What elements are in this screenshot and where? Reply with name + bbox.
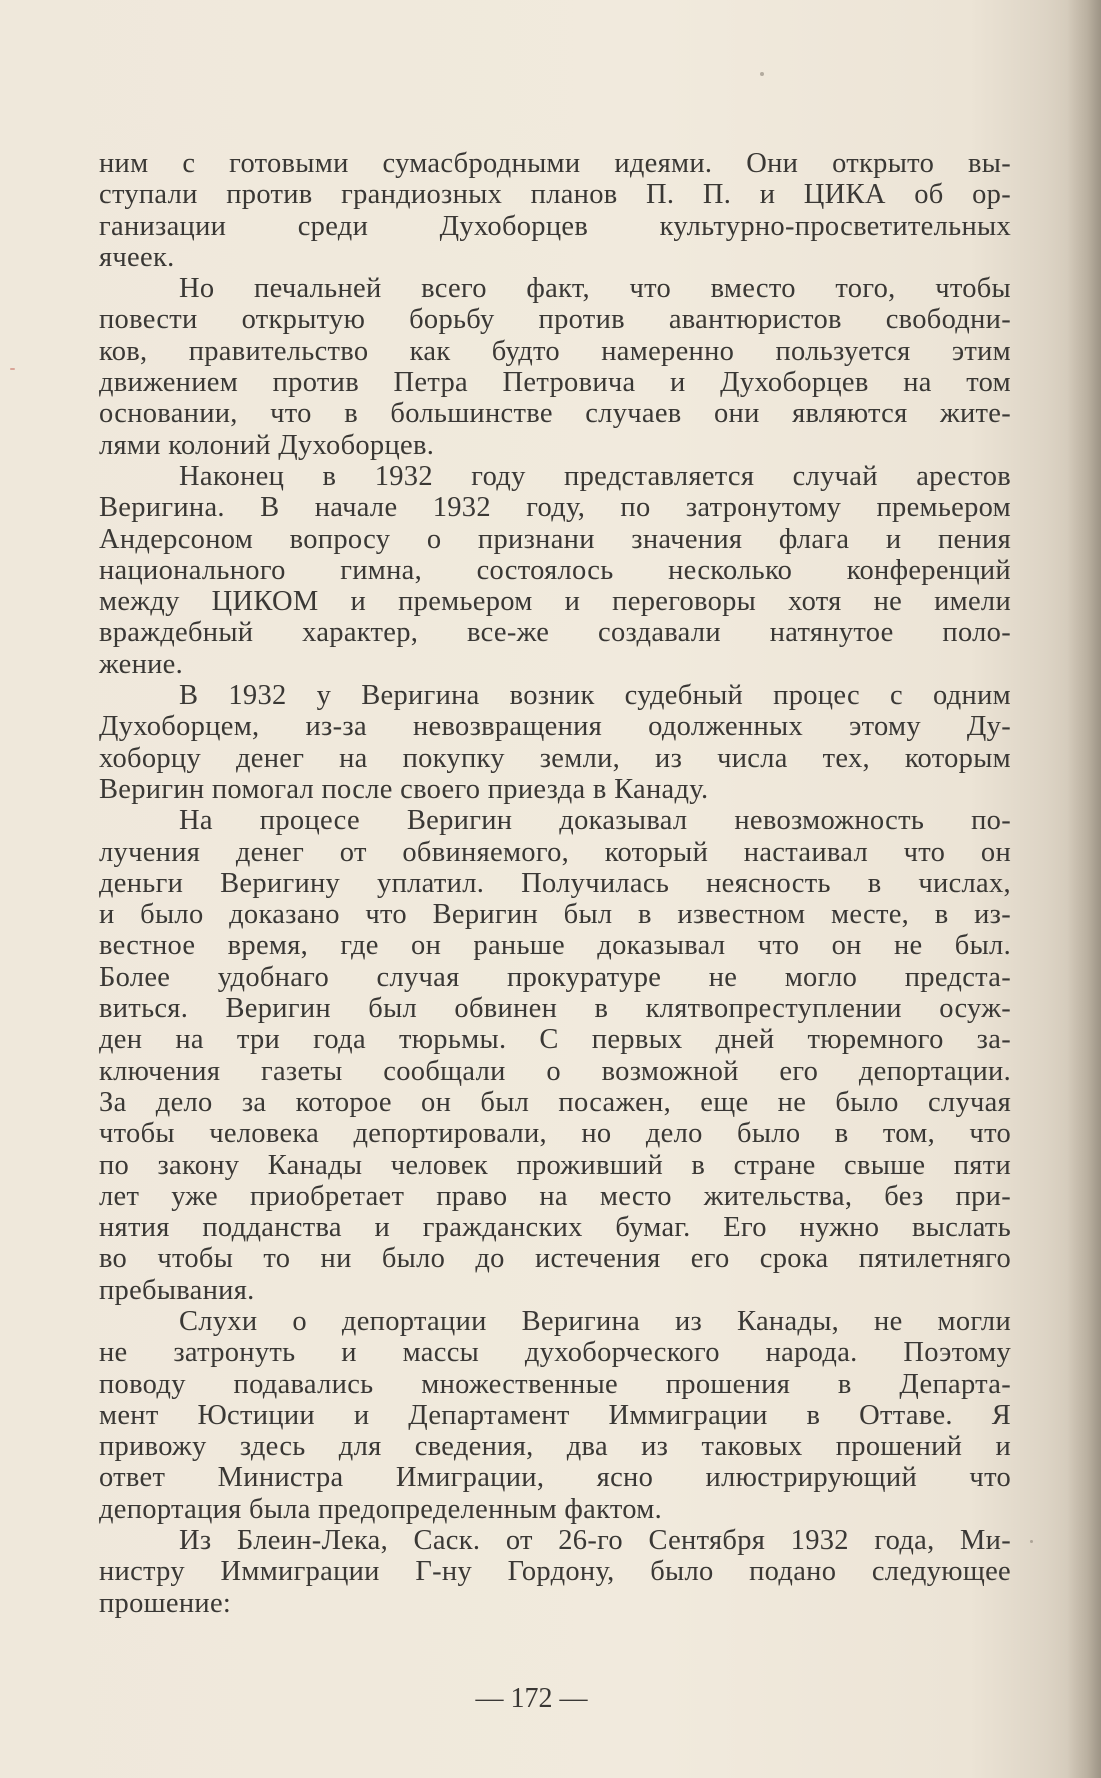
- text-line: ячеек.: [99, 241, 175, 273]
- text-line: во чтобы то ни было до истечения его срока пятилетняго: [99, 1243, 1011, 1275]
- text-line: хоборцу денег на покупку земли, из числа тех, которым: [99, 742, 1011, 774]
- text-line: нистру Иммиграции Г-ну Гордону, было подано следующее: [99, 1556, 1011, 1588]
- text-line: национального гимна, состоялось несколько конференций: [99, 554, 1011, 586]
- paragraph: [99, 1525, 1011, 1619]
- text-line: Наконец в 1932 году представляется случай арестов: [179, 460, 1011, 492]
- text-line: повести открытую борьбу против авантюристов свободни-: [99, 304, 1011, 336]
- text-line: чтобы человека депортировали, но дело было в том, что: [99, 1118, 1011, 1150]
- text-line: основании, что в большинстве случаев они являются жите-: [99, 398, 1011, 430]
- text-line: лет уже приобретает право на место жительства, без при-: [99, 1180, 1011, 1212]
- text-line: ков, правительство как будто намеренно пользуется этим: [99, 335, 1011, 367]
- paragraph: [99, 1306, 1011, 1525]
- paper-speck: [760, 72, 764, 76]
- text-line: депортация была предопределенным фактом.: [99, 1493, 663, 1525]
- text-line: не затронуть и массы духоборческого народа. Поэтому: [99, 1337, 1011, 1369]
- text-line: ден на три года тюрьмы. С первых дней тюремного за-: [99, 1024, 1011, 1056]
- text-line: ним с готовыми сумасбродными идеями. Они открыто вы-: [99, 148, 1011, 179]
- text-line: Слухи о депортации Веригина из Канады, не могли: [179, 1305, 1011, 1337]
- text-line: пребывания.: [99, 1274, 255, 1306]
- text-line: Веригин помогал после своего приезда в Канаду.: [99, 773, 709, 805]
- paragraph: [99, 461, 1011, 680]
- binding-shadow: [1067, 0, 1101, 1778]
- text-line: лями колоний Духоборцев.: [99, 429, 435, 461]
- text-line: ответ Министра Имиграции, ясно илюстрирующий что: [99, 1462, 1011, 1494]
- text-line: по закону Канады человек проживший в стране свыше пяти: [99, 1149, 1011, 1181]
- paragraph: [99, 273, 1011, 461]
- page-number-label: — 172 —: [475, 1683, 588, 1714]
- text-line: прошение:: [99, 1587, 232, 1619]
- text-line: жение.: [99, 648, 184, 680]
- page-body-text: [99, 148, 1011, 1619]
- text-line: Но печальней всего факт, что вместо того, чтобы: [179, 273, 1011, 305]
- text-line: враждебный характер, все-же создавали натянутое поло-: [99, 617, 1011, 649]
- paragraph: [99, 680, 1011, 805]
- text-line: и было доказано что Веригин был в известном месте, в из-: [99, 899, 1011, 931]
- text-line: На процесе Веригин доказывал невозможность по-: [179, 805, 1011, 837]
- text-line: ключения газеты сообщали о возможной его депортации.: [99, 1055, 1011, 1087]
- text-line: За дело за которое он был посажен, еще не было случая: [99, 1086, 1011, 1118]
- text-line: ступали против грандиозных планов П. П. и ЦИКА об ор-: [99, 179, 1011, 211]
- paragraph: [99, 148, 1011, 273]
- text-line: Андерсоном вопросу о признани значения флага и пения: [99, 523, 1011, 555]
- text-line: движением против Петра Петровича и Духоборцев на том: [99, 367, 1011, 399]
- text-line: Более удобнаго случая прокуратуре не могло предста-: [99, 961, 1011, 993]
- text-line: Веригина. В начале 1932 году, по затронутому премьером: [99, 492, 1011, 524]
- text-line: виться. Веригин был обвинен в клятвопреступлении осуж-: [99, 993, 1011, 1025]
- text-line: В 1932 у Веригина возник судебный процес с одним: [179, 680, 1011, 712]
- text-line: мент Юстиции и Департамент Иммиграции в Оттаве. Я: [99, 1399, 1011, 1431]
- text-line: Духоборцем, из-за невозвращения одолженных этому Ду-: [99, 711, 1011, 743]
- text-line: поводу подавались множественные прошения в Департа-: [99, 1368, 1011, 1400]
- text-line: между ЦИКОМ и премьером и переговоры хотя не имели: [99, 586, 1011, 618]
- paper-speck: [1030, 1540, 1033, 1543]
- text-line: лучения денег от обвиняемого, который настаивал что он: [99, 836, 1011, 868]
- text-line: Из Блеин-Лека, Саск. от 26-го Сентября 1932 года, Ми-: [179, 1525, 1011, 1557]
- text-line: привожу здесь для сведения, два из таковых прошений и: [99, 1431, 1011, 1463]
- paper-mark: [10, 368, 15, 370]
- text-line: деньги Веригину уплатил. Получилась неясность в числах,: [99, 867, 1011, 899]
- text-line: вестное время, где он раньше доказывал что он не был.: [99, 930, 1011, 962]
- paragraph: [99, 805, 1011, 1306]
- page-number: [0, 1683, 1101, 1715]
- text-line: нятия подданства и гражданских бумаг. Его нужно выслать: [99, 1212, 1011, 1244]
- text-line: ганизации среди Духоборцев культурно-просветительных: [99, 210, 1011, 242]
